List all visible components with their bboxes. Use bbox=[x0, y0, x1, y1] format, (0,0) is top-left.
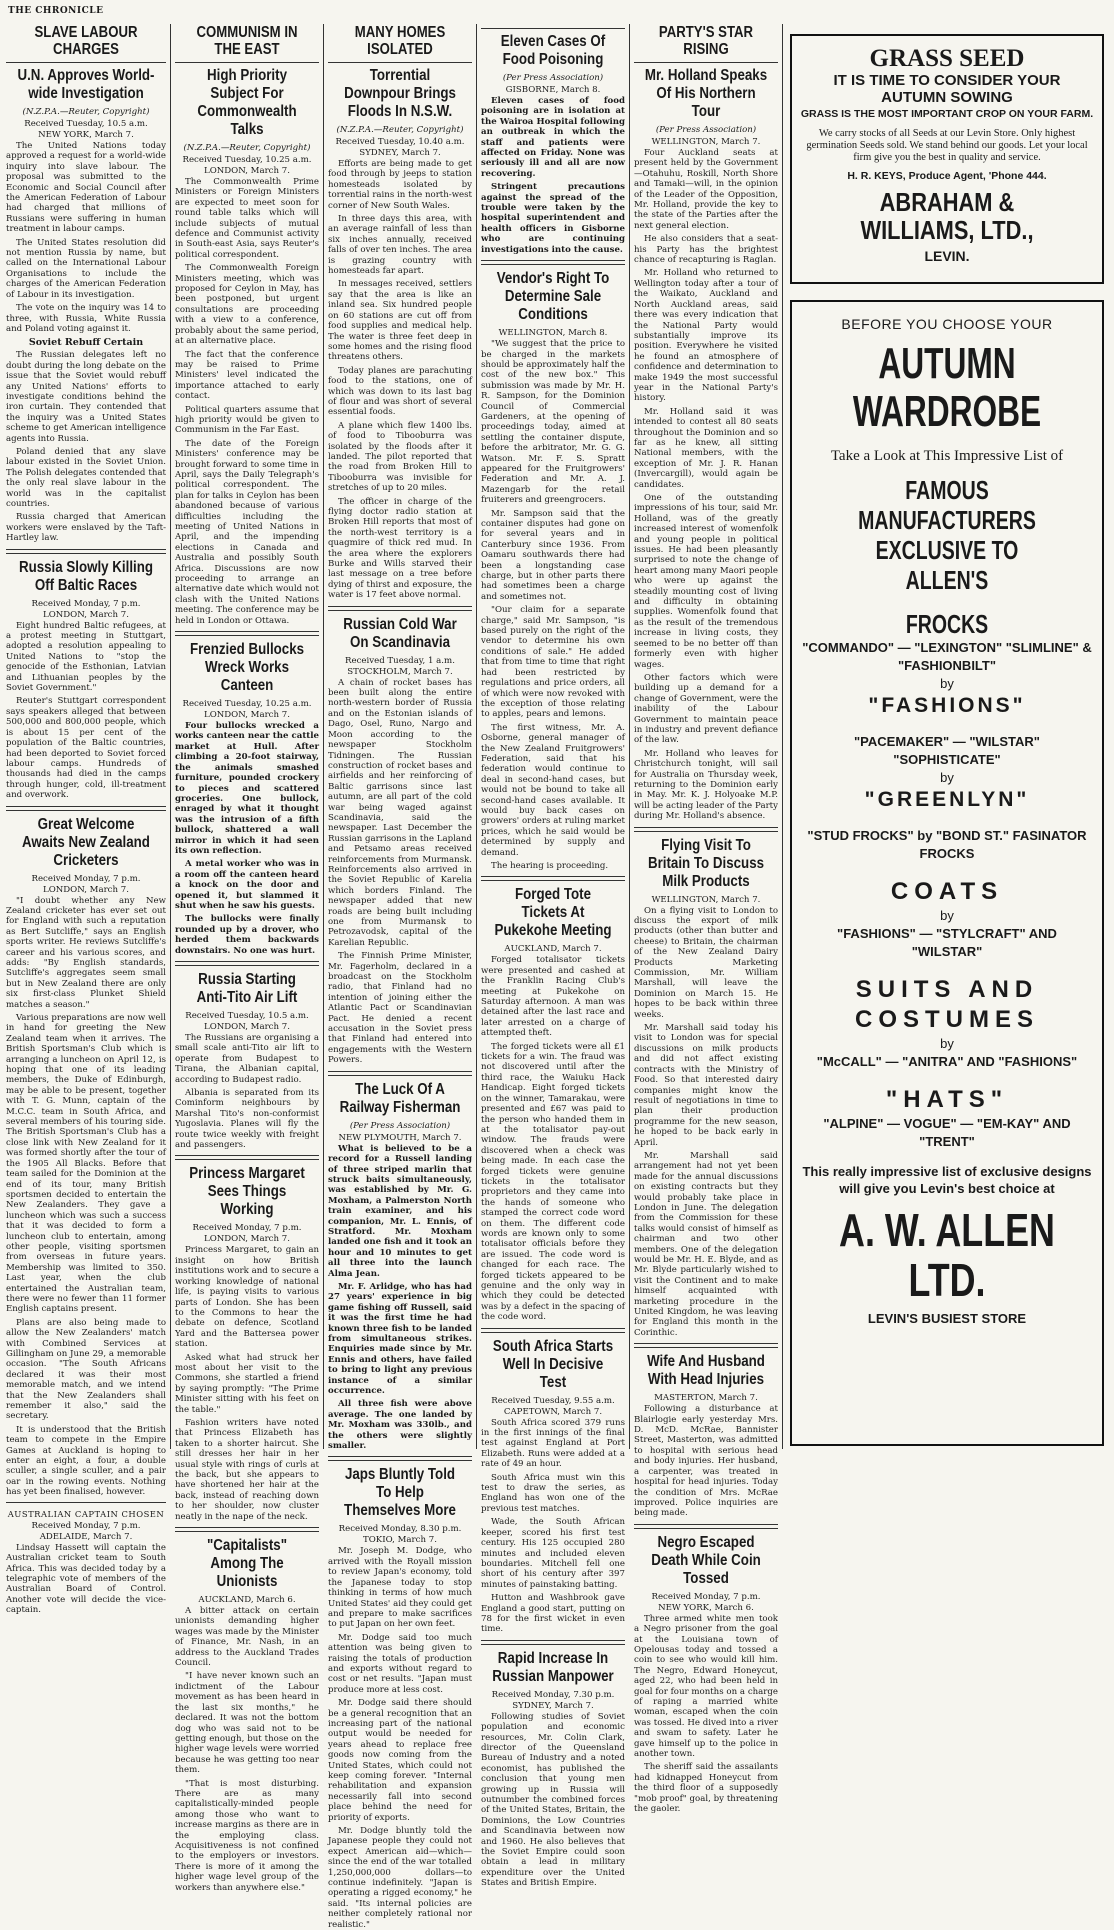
paragraph: The Finnish Prime Minister, Mr. Fagerholm, declared in a broadcast on the Stockholm radio, that Finland had no intention of joining either the Atlantic Pact or Scandinavian Pact. He denied a recent accusation in the Soviet press that Finland had entered into engagements with the Western Powers. bbox=[328, 951, 472, 1066]
paragraph: "Our claim for a separate charge," said Mr. Sampson, "is based purely on the right of the vendor to determine his own conditions of sale." He added that from time to time that right had been restricted by regulations and price orders, all of which were now revoked with the exception of those relating to apples, pears and lemons. bbox=[481, 605, 625, 720]
brand-list: "STUD FROCKS" by "BOND ST." FASINATOR FROCKS bbox=[807, 828, 1087, 861]
paragraph: Poland denied that any slave labour existed in the Soviet Union. The Polish delegates contended that the only real slave labour in the world was in the capitalist countries. bbox=[6, 446, 166, 509]
headline: Russia Slowly Killing Off Baltic Races bbox=[18, 558, 154, 594]
dateline: LONDON, March 7. bbox=[204, 166, 290, 176]
received-line: Received Tuesday, 9.55 a.m. bbox=[491, 1395, 615, 1406]
paragraph: The United States resolution did not mention Russia by name, but called on the International Labour Organisations to include the charges of the American Federation of Labour in its investigation. bbox=[6, 237, 166, 300]
headline: "Capitalists" Among The Unionists bbox=[206, 1537, 288, 1591]
dateline: LONDON, March 7. bbox=[204, 1022, 290, 1032]
paragraph: Mr. Dodge said there should be a general recognition that an increasing part of the national output would be needed for years ahead to replace free goods now coming from the United States, which could not keep coming forever. "Internal rehabilitation and expansion necessarily fall into second place behind the need for priority of exports. bbox=[328, 1698, 472, 1823]
column-rule bbox=[323, 24, 324, 1449]
ad-heading: MANUFACTURERS bbox=[858, 505, 1036, 535]
paragraph: Political quarters assume that high priority would be given to Communism in the Far East. bbox=[175, 404, 319, 436]
ad-body: We carry stocks of all Seeds at our Levin Store. Only highest germination Seeds sold. We stand behind our goods. Let your local firm give you the best in quality and service. bbox=[806, 128, 1088, 163]
paragraph: Following a disturbance at Blairlogie early yesterday Mrs. D. McD. McRae, Bannister Street, Masterton, was admitted to hospital with serious head and body injuries. Her husband, a carpenter, was treated in hospital for head injuries. Today the condition of Mrs. McRae improved. Police inquiries are being made. bbox=[634, 1404, 778, 1519]
ad-heading: "HATS" bbox=[885, 1086, 1009, 1113]
paragraph: The forged tickets were all £1 tickets for a win. The fraud was not discovered until after the third race, the Waiuku Hack Handicap. Eight forged tickets on the winner, Tamarakau, were presented and £67 was paid to the person who handed them in at the totalisator pay-out window. The frauds were discovered when a check was being made. In each case the forged tickets were genuine tickets in the totalisator proprietors and they came into the hands of someone who stamped the correct code word on them. The different code words are known only to some totalisator officials before they are issued. The code word is changed for each race. The forged tickets appeared to be genuine and the only way in which they could be detected was by a defect in the spacing of the code word. bbox=[481, 1041, 625, 1323]
ad-footer: This really impressive list of exclusive designs will give you Levin's best choice at bbox=[802, 1164, 1092, 1196]
dateline: ADELAIDE, March 7. bbox=[39, 1531, 133, 1542]
paragraph: Eleven cases of food poisoning are in isolation at the Wairoa Hospital following an outbreak in which the staff and patients were affected on Friday. None was seriously ill and all are now recovering. bbox=[481, 96, 625, 179]
paragraph: Mr. Dodge said too much attention was being given to raising the totals of production and exports without regard to cost or net results. "Japan must produce more at less cost. bbox=[328, 1632, 472, 1695]
dateline: WELLINGTON, March 7. bbox=[651, 894, 761, 905]
paragraph: Mr. Holland said it was intended to contest all 80 seats throughout the Dominion and so far as he knew, all sitting National members, with the exception of Mr. J. R. Hanan (Invercargill), would again be candidates. bbox=[634, 406, 778, 490]
column-rule bbox=[782, 24, 783, 1449]
dateline: SYDNEY, March 7. bbox=[512, 1700, 594, 1711]
dateline: LONDON, March 7. bbox=[204, 710, 290, 721]
credit: (N.Z.P.A.—Reuter, Copyright) bbox=[336, 125, 464, 135]
headline: U.N. Approves World-wide Investigation bbox=[17, 67, 155, 102]
paragraph: On a flying visit to London to discuss the export of milk products (other than butter and cheese) to Britain, the chairman of the New Zealand Dairy Products Marketing Commission, Mr. William Marshall, will leave the Dominion on March 15. He hopes to be back within three weeks. bbox=[634, 905, 778, 1020]
paragraph: Plans are also being made to allow the New Zealanders' match with Combined Services at Gillingham on June 29, a memorable occasion. "The South Africans declared it was their most memorable match, and we intend that the New Zealanders shall remember it also," said the secretary. bbox=[6, 1317, 166, 1422]
paragraph: Asked what had struck her most about her visit to the Commons, she startled a friend by saying promptly: "The Prime Minister sitting with his feet on the table." bbox=[175, 1352, 319, 1415]
by-label: by bbox=[940, 908, 954, 923]
headline: Wife And Husband With Head Injuries bbox=[647, 1353, 765, 1389]
column-rule bbox=[629, 24, 630, 1449]
ad-town: LEVIN. bbox=[924, 248, 970, 264]
paragraph: Efforts are being made to get food through by jeeps to station homesteads isolated by torrential rains in the north-west corner of New South Wales. bbox=[328, 159, 472, 211]
maker-name: "FASHIONS" bbox=[868, 694, 1026, 717]
received-line: Received Tuesday, 10.40 a.m. bbox=[335, 137, 465, 147]
ad-headline: AUTUMN bbox=[878, 339, 1016, 388]
dateline: NEW YORK, March 7. bbox=[38, 130, 134, 140]
received-line: Received Monday, 7.30 p.m. bbox=[491, 1689, 615, 1700]
paragraph: Princess Margaret, to gain an insight on how British institutions work and to secure a working knowledge of national life, is paying visits to various parts of London. She has been to the Commons to hear the debate on defence, Scotland Yard and the Battersea power station. bbox=[175, 1245, 319, 1350]
received-line: Received Monday, 7 p.m. bbox=[651, 1591, 761, 1602]
allen-wardrobe-advertisement bbox=[790, 300, 1104, 1446]
kicker: COMMUNISM IN THE EAST bbox=[196, 24, 298, 58]
received-line: Received Monday, 7 p.m. bbox=[31, 598, 141, 609]
maker-name: "GREENLYN" bbox=[864, 788, 1030, 811]
headline: The Luck Of A Railway Fisherman bbox=[339, 1080, 461, 1116]
paragraph: The officer in charge of the flying doctor radio station at Broken Hill reports that most of the north-west territory is a quagmire of thick red mud. In the area where the explorers Burke and Wills starved their last message on a tree before dying of thirst and exposure, the water is 17 feet above normal. bbox=[328, 496, 472, 601]
dateline: SYDNEY, March 7. bbox=[359, 148, 441, 158]
paragraph: One of the outstanding impressions of his tour, said Mr. Holland, was of the greatly increased interest of womenfolk and young people in political issues. He had been pleasantly surprised to note the change of heart among many Maori people who were up against the steadily mounting cost of living and difficulty in obtaining supplies. Womenfolk found that as the result of the tremendous increase in living costs, they seemed to be no better off than formerly even with higher wages. bbox=[634, 493, 778, 670]
ad-heading: EXCLUSIVE TO ALLEN'S bbox=[875, 535, 1019, 595]
by-label: by bbox=[940, 770, 954, 785]
column-4 bbox=[481, 24, 625, 1889]
received-line: Received Tuesday, 10.25 a.m. bbox=[182, 155, 312, 165]
paragraph: Albania is separated from its Cominform neighbours by Marshal Tito's non-conformist Yugoslavia. Planes will fly the route twice weekly with freight and passengers. bbox=[175, 1088, 319, 1151]
dateline: GISBORNE, March 8. bbox=[505, 85, 601, 95]
headline: Vendor's Right To Determine Sale Conditions bbox=[496, 270, 610, 324]
received-line: Received Tuesday, 10.25 a.m. bbox=[182, 699, 312, 710]
headline: Mr. Holland Speaks Of His Northern Tour bbox=[644, 67, 768, 120]
paragraph: Fashion writers have noted that Princess Elizabeth has taken to a shorter haircut. She still dresses her hair in her usual style with rings of curls at the back, but she appears to have shortened her hair at the back, instead of reaching down to her shoulder, now cluster neatly in the nape of the neck. bbox=[175, 1417, 319, 1522]
headline: Rapid Increase In Russian Manpower bbox=[492, 1649, 614, 1685]
dateline: WELLINGTON, March 7. bbox=[651, 137, 761, 147]
paragraph: Mr. Joseph M. Dodge, who arrived with the Royall mission to review Japan's economy, told the Japanese today to stop thinking in terms of how much United States' aid they could get and prepare to make sacrifices to put Japan on her own feet. bbox=[328, 1546, 472, 1630]
paragraph: The United Nations today approved a request for a world-wide inquiry into slave labour. The proposal was submitted to the Economic and Social Council after the American Federation of Labour had charged that millions of Russians were suffering in human treatment in labour camps. bbox=[6, 141, 166, 235]
received-line: Received Tuesday, 1 a.m. bbox=[345, 655, 455, 666]
dateline: AUCKLAND, March 7. bbox=[504, 944, 602, 955]
paragraph: Mr. Marshall said today his visit to London was for special discussions on milk products and did not affect existing contracts with the Ministry of Food. So that interested dairy companies might know the result of negotiations in time to plan their production programme for the new season, he hoped to be back early in April. bbox=[634, 1023, 778, 1148]
paragraph: "I have never known such an indictment of the Labour movement as has been heard in the last six months," he declared. It was not the bottom dog who was said not to be getting enough, but those on the higher wage levels were worried because he was getting too near them. bbox=[175, 1671, 319, 1776]
paragraph: The date of the Foreign Ministers' conference may be brought forward to some time in April, says the Daily Telegraph's political correspondent. The plan for talks in Ceylon has been abandoned because of various difficulties including the meeting of United Nations in April, and the impending elections in Canada and Australia and possibly South Africa. Discussions are now proceeding to arrange an alternative date which would not clash with the United Nations meeting. The conference may be held in London or Ottawa. bbox=[175, 438, 319, 626]
headline: AUSTRALIAN CAPTAIN CHOSEN bbox=[7, 1508, 165, 1519]
dateline: LONDON, March 7. bbox=[204, 1234, 290, 1245]
kicker: SLAVE LABOUR CHARGES bbox=[34, 24, 138, 58]
ad-title: GRASS SEED bbox=[869, 45, 1025, 72]
paragraph: South Africa must win this test to draw the series, as England has won one of the previous test matches. bbox=[481, 1472, 625, 1514]
paragraph: Other factors which were building up a demand for a change of Government, were the inability of the Labour Government to maintain peace in industry and prevent defiance of the law. bbox=[634, 672, 778, 746]
paragraph: A metal worker who was in a room off the canteen heard a knock on the door and opened it, but slammed it shut when he saw his guests. bbox=[175, 859, 319, 911]
headline: High Priority Subject For Commonwealth Talks bbox=[197, 67, 297, 138]
ad-heading: COATS bbox=[890, 878, 1004, 905]
dateline: AUCKLAND, March 6. bbox=[198, 1595, 296, 1606]
received-line: Received Tuesday, 10.5 a.m. bbox=[185, 1011, 309, 1021]
paragraph: Russia charged that American workers were enslaved by the Taft-Hartley law. bbox=[6, 512, 166, 544]
brand-list: "COMMANDO" — "LEXINGTON" "SLIMLINE" & "FASHIONBILT" bbox=[802, 640, 1092, 673]
column-3 bbox=[328, 24, 472, 1930]
paragraph: South Africa scored 379 runs in the first innings of the final test against England at Port Elizabeth. Runs were added at a rate of 49 an hour. bbox=[481, 1417, 625, 1470]
brand-list: "McCALL" — "ANITRA" AND "FASHIONS" bbox=[816, 1054, 1078, 1069]
paragraph: The Commonwealth Foreign Ministers meeting, which was proposed for Ceylon in May, has been postponed, but urgent consultations are proceeding with a view to a conference, probably about the same period, at an alternative place. bbox=[175, 263, 319, 347]
dateline: LONDON, March 7. bbox=[43, 609, 129, 620]
received-line: Received Monday, 7 p.m. bbox=[192, 1223, 302, 1234]
column-rule bbox=[476, 24, 477, 1449]
paragraph: He also considers that a seat-his Party has the brightest chance of recapturing is Raglan. bbox=[634, 234, 778, 266]
ad-line: GRASS IS THE MOST IMPORTANT CROP ON YOUR FARM. bbox=[800, 108, 1094, 120]
ad-heading: FAMOUS bbox=[905, 475, 989, 505]
ad-heading: SUITS AND COSTUMES bbox=[854, 976, 1039, 1033]
paragraph: Reuter's Stuttgart correspondent says speakers alleged that between 500,000 and 800,000 people, which is about 15 per cent of the population of the Baltic countries, had been deported to Soviet forced labour camps. Hundreds of thousands had died in the camps through hunger, cold, ill-treatment and overwork. bbox=[6, 696, 166, 801]
paragraph: "That is most disturbing. There are as many capitalistically-minded people among those who want to increase margins as there are in the employing class. Acquisitiveness is not confined to the employers or investors. There is more of it among the higher wage level group of the workers than anywhere else." bbox=[175, 1778, 319, 1893]
paragraph: Stringent precautions against the spread of the trouble were taken by the hospital superintendent and health officers in Gisborne who are continuing investigations into the cause. bbox=[481, 182, 625, 255]
dateline: MASTERTON, March 7. bbox=[654, 1393, 758, 1404]
ad-headline: WARDROBE bbox=[852, 387, 1042, 436]
paragraph: Forged totalisator tickets were presented and cashed at the Franklin Racing Club's meeting at Pukekohe on Saturday afternoon. A man was detained after the last race and later arrested on a charge of attempted theft. bbox=[481, 955, 625, 1039]
paragraph: Wade, the South African keeper, scored his first test century. His 125 occupied 280 minutes and included eleven boundaries. Mitchell fell one short of his century after 397 minutes of painstaking batting. bbox=[481, 1517, 625, 1590]
ad-agent: H. R. KEYS, Produce Agent, 'Phone 444. bbox=[847, 170, 1047, 182]
received-line: Received Monday, 7 p.m. bbox=[31, 873, 141, 884]
paragraph: Three armed white men took a Negro prisoner from the goal at the Louisiana town of Opelousas today and tossed a coin to see who would kill him. The Negro, Edward Honeycut, aged 22, who had been held in goal for four months on a charge of raping a married white woman, escaped when the coin was tossed. He dived into a river and swam to safety. Later he gave himself up to the police in another town. bbox=[634, 1613, 778, 1759]
dateline: STOCKHOLM, March 7. bbox=[347, 666, 453, 677]
received-line: Received Monday, 7 p.m. bbox=[31, 1520, 141, 1531]
paragraph: A bitter attack on certain unionists demanding higher wages was made by the Minister of Finance, Mr. Nash, in an address to the Auckland Trades Council. bbox=[175, 1606, 319, 1669]
paragraph: Following studies of Soviet population and economic resources, Mr. Colin Clark, director of the Queensland Bureau of Industry and a noted economist, has published the conclusion that young men growing up in Russia will outnumber the combined forces of the United States, Britain, the Dominions, the Low Countries and Scandinavia between now and 1960. He also believes that the Soviet Empire could soon obtain a lead in military expenditure over the United States and British Empire. bbox=[481, 1711, 625, 1889]
paragraph: In three days this area, with an average rainfall of less than six inches annually, received falls of over ten inches. The area is grazing country with homesteads far apart. bbox=[328, 214, 472, 277]
dateline: TOKIO, March 7. bbox=[363, 1535, 437, 1546]
by-label: by bbox=[940, 1036, 954, 1051]
paragraph: What is believed to be a record for a Russell landing of three striped marlin that struck baits simultaneously, was established by Mr. G. Moxham, a Palmerston North train examiner, and his companion, Mr. L. Ennis, of Stratford. Mr. Moxham landed one fish and it took an hour and 10 minutes to get all three into the launch Alma Jean. bbox=[328, 1143, 472, 1279]
paragraph: The vote on the inquiry was 14 to three, with Russia, White Russia and Poland voting against it. bbox=[6, 303, 166, 334]
headline: Russia Starting Anti-Tito Air Lift bbox=[196, 971, 298, 1006]
paragraph: The Russians are organising a small scale anti-Tito air lift to operate from Budapest to Tirana, the Albanian capital, according to Budapest radio. bbox=[175, 1033, 319, 1085]
column-rule bbox=[170, 24, 171, 1449]
paragraph: "I doubt whether any New Zealand cricketer has ever set out for England with such a reputation as Bert Sutcliffe," says an English sports writer. He reviews Sutcliffe's career and his various scores, and adds: "By English standards, Sutcliffe's aggregates seem small but in New Zealand there are only six first-class Plunket Shield matches a season." bbox=[6, 895, 166, 1010]
paragraph: Four Auckland seats at present held by the Government—Otahuhu, Roskill, North Shore and Tamaki—will, in the opinion of the Leader of the Opposition, Mr. Holland, provide the key to the state of the Parties after the next general election. bbox=[634, 148, 778, 231]
paragraph: Four bullocks wrecked a works canteen near the cattle market at Hull. After climbing a 20-foot stairway, the animals smashed furniture, pounded crockery to pieces and scattered groceries. One bullock, enraged by what it thought was the intrusion of a fifth bullock, shattered a wall mirror in which it had seen its own reflection. bbox=[175, 721, 319, 856]
credit: (Per Press Association) bbox=[655, 125, 757, 135]
ad-line: Take a Look at This Impressive List of bbox=[830, 448, 1064, 464]
credit: (N.Z.P.A.—Reuter, Copyright) bbox=[183, 143, 311, 153]
paragraph: The first witness, Mr. A. Osborne, general manager of the New Zealand Fruitgrowers' Federation, said that his federation would continue to deal in second-hand cases, but would not be bound to take all second-hand cases available. It would buy back cases on growers' orders at ruling market prices, which he said would be determined by supply and demand. bbox=[481, 722, 625, 858]
headline: Eleven Cases Of Food Poisoning bbox=[500, 33, 606, 68]
ad-line: BEFORE YOU CHOOSE YOUR bbox=[841, 316, 1053, 332]
kicker: MANY HOMES ISOLATED bbox=[354, 24, 446, 58]
received-line: Received Monday, 8.30 p.m. bbox=[338, 1524, 462, 1535]
ad-line: AUTUMN SOWING bbox=[881, 89, 1013, 106]
paragraph: Mr. Sampson said that the container disputes had gone on for several years and in Canterbury since 1936. From Oamaru southwards there had been a longstanding case charge, but in other parts there had sometimes been a charge and sometimes not. bbox=[481, 508, 625, 602]
credit: (N.Z.P.A.—Reuter, Copyright) bbox=[22, 107, 150, 117]
paragraph: "We suggest that the price to be charged in the markets should be approximately half the cost of the new box." This submission was made by Mr. H. R. Sampson, for the Dominion Council of Commercial Gardeners, at the opening of proceedings today, aimed at settling the container dispute, before the arbitrator, Mr. G. G. Watson. Mr. F. S. Spratt appeared for the Fruitgrowers' Federation and Mr. A. J. Mazengarb for the retail fruiterers and greengrocers. bbox=[481, 339, 625, 506]
ad-line: IT IS TIME TO CONSIDER YOUR bbox=[833, 72, 1061, 89]
paragraph: Mr. Dodge bluntly told the Japanese people they could not expect American aid—which—since the end of the war totalled 1,250,000,000 dollars—to continue indefinitely. "Japan is operating a rigged economy," he said. "Its internal policies are neither completely rational nor realistic." bbox=[328, 1826, 472, 1930]
dateline: WELLINGTON, March 8. bbox=[498, 328, 608, 339]
dateline: CAPETOWN, March 7. bbox=[503, 1406, 603, 1417]
masthead: THE CHRONICLE bbox=[8, 6, 104, 16]
headline: Great Welcome Awaits New Zealand Cricketers bbox=[22, 815, 150, 869]
paragraph: A chain of rocket bases has been built along the entire north-western border of Russia and on the Estonian islands of Dago, Osel, Runo, Nargo and Moon according to the newspaper Stockholm Tidningen. The Russian construction of rocket bases and airfields and her reinforcing of Baltic garrisons since last autumn, are all part of the cold war being waged against Scandinavia, said the newspaper. Last December the Russian garrisons in the Lapland and Petsamo areas received reinforcements from Murmansk. Reinforcements also arrived in the Soviet Republic of Karelia which borders Finland. The newspaper added that new roads are being built including one from Murmansk to Petrozavodsk, capital of the Karelian Republic. bbox=[328, 677, 472, 948]
brand-list: "PACEMAKER" — "WILSTAR" "SOPHISTICATE" bbox=[854, 734, 1040, 767]
headline: Russian Cold War On Scandinavia bbox=[343, 615, 457, 651]
paragraph: Mr. Holland who returned to Wellington today after a tour of the Waikato, Auckland and North Auckland areas, said there was every indication that the National Party would substantially improve its position. Everywhere he visited he found an atmosphere of confidence and determination to make 1949 the most successful year in the National Party's history. bbox=[634, 268, 778, 404]
dateline: NEW YORK, March 6. bbox=[658, 1602, 754, 1613]
store-name: A. W. ALLEN LTD. bbox=[839, 1204, 1055, 1306]
subheading: Soviet Rebuff Certain bbox=[28, 337, 144, 349]
credit: (Per Press Association) bbox=[349, 1120, 451, 1131]
headline: Negro Escaped Death While Coin Tossed bbox=[651, 1533, 761, 1587]
by-label: by bbox=[940, 676, 954, 691]
headline: Flying Visit To Britain To Discuss Milk Products bbox=[647, 836, 765, 890]
headline: Japs Bluntly Told To Help Themselves More bbox=[344, 1466, 456, 1520]
grass-seed-advertisement bbox=[790, 34, 1104, 284]
headline: Torrential Downpour Brings Floods In N.S.W. bbox=[344, 67, 456, 120]
headline: Frenzied Bullocks Wreck Works Canteen bbox=[189, 641, 305, 695]
ad-heading: FROCKS bbox=[905, 609, 989, 639]
dateline: LONDON, March 7. bbox=[43, 884, 129, 895]
column-1 bbox=[6, 24, 166, 1616]
paragraph: The fact that the conference may be raised to Prime Ministers' level indicated the importance attached to early contact. bbox=[175, 349, 319, 402]
column-5 bbox=[634, 24, 778, 1815]
paragraph: A plane which flew 1400 lbs. of food to Tibooburra was isolated by the floods after it landed. The pilot reported that the road from Broken Hill to Tibooburra was invisible for stretches of up to 20 miles. bbox=[328, 420, 472, 494]
paragraph: The Commonwealth Prime Ministers or Foreign Ministers are expected to meet soon for round table talks which will include subjects of mutual defence and Communist activity in South-east Asia, says Reuter's political correspondent. bbox=[175, 177, 319, 260]
paragraph: Various preparations are now well in hand for greeting the New Zealand team when it arrives. The British Sportsman's Club which is arranging a luncheon on April 12, is hoping that one of its leading members, the Duke of Edinburgh, may be able to be present, together with T. G. Munn, captain of the M.C.C. team in South Africa, and several members of his touring side. The British Sportsman's Club has a close link with New Zealand for it was formed shortly after the tour of the 1905 All Blacks. Before that team sailed for the Dominion at the end of its tour, many British sportsmen decided to entertain the New Zealanders. They gave a luncheon which was such a success that it was decided to form a luncheon club to entertain, among other people, visiting sportsmen from overseas in future years. Membership was limited to 350. Last year, when the club entertained the Australian team, there were no fewer than 11 former English captains present. bbox=[6, 1013, 166, 1315]
dateline: NEW PLYMOUTH, March 7. bbox=[338, 1132, 462, 1143]
headline: South Africa Starts Well In Decisive Test bbox=[492, 1337, 614, 1391]
headline: Forged Tote Tickets At Pukekohe Meeting bbox=[494, 886, 612, 940]
brand-list: "FASHIONS" — "STYLCRAFT" AND "WILSTAR" bbox=[837, 926, 1057, 959]
ad-firm-name: ABRAHAM & WILLIAMS, LTD., bbox=[860, 187, 1034, 245]
paragraph: Mr. Holland who leaves for Christchurch tonight, will sail for Australia on Thursday week, returning to the Dominion early in May. Mr. K. J. Holyoake M.P. will be acting leader of the Party during Mr. Holland's absence. bbox=[634, 748, 778, 822]
paragraph: Eight hundred Baltic refugees, at a protest meeting in Stuttgart, adopted a resolution appealing to United Nations to "stop the genocide of the Esthonian, Latvian and Lithuanian peoples by the Soviet Government." bbox=[6, 620, 166, 694]
brand-list: "ALPINE" — VOGUE" — "EM-KAY" AND "TRENT" bbox=[823, 1116, 1071, 1149]
credit: (Per Press Association) bbox=[502, 73, 604, 83]
store-tagline: LEVIN'S BUSIEST STORE bbox=[867, 1311, 1027, 1326]
paragraph: Hutton and Washbrook gave England a good start, putting on 78 for the first wicket in even time. bbox=[481, 1593, 625, 1635]
paragraph: The hearing is proceeding. bbox=[491, 861, 609, 871]
paragraph: Lindsay Hassett will captain the Australian cricket team to South Africa. This was decided today by a telegraphic vote of members of the Australian Board of Control. Another vote will decide the vice-captain. bbox=[6, 1542, 166, 1616]
paragraph: Mr. F. Arlidge, who has had 27 years' experience in big game fishing off Russell, said it was the first time he had known three fish to be landed from simultaneous strikes. Enquiries made since by Mr. Ennis and others, have failed to bring to light any previous instance of a similar occurrence. bbox=[328, 1281, 472, 1397]
column-2 bbox=[175, 24, 319, 1893]
paragraph: Mr. Marshall said arrangement had not yet been made for the annual discussions on existing contracts but they would probably take place in London in June. The delegation from the Commission for these talks would consist of himself as chairman and two other members. One of the delegation would be Mr. H. E. Blyde, and as Mr. Blyde particularly wished to visit the Continent and to make himself acquainted with marketing procedure in the United Kingdom, he was leaving for England this month in the Corinthic. bbox=[634, 1150, 778, 1338]
paragraph: All three fish were above average. The one landed by Mr. Moxham was 330lb., and the others were slightly smaller. bbox=[328, 1399, 472, 1452]
paragraph: Today planes are parachuting food to the stations, one of which was down to its last bag of flour and was short of several essential foods. bbox=[328, 365, 472, 418]
paragraph: The sheriff said the assailants had kidnapped Honeycut from the third floor of a supposedly "mob proof" goal, by threatening the gaoler. bbox=[634, 1762, 778, 1815]
paragraph: The bullocks were finally rounded up by a drover, who herded them backwards downstairs. No one was hurt. bbox=[175, 914, 319, 956]
paragraph: The Russian delegates left no doubt during the long debate on the issue that the Soviet would rebuff any United Nations' efforts to investigate conditions behind the iron curtain. They contended that the inquiry was a United States scheme to get American intelligence agents into Russia. bbox=[6, 350, 166, 444]
received-line: Received Tuesday, 10.5 a.m. bbox=[24, 119, 148, 129]
kicker: PARTY'S STAR RISING bbox=[658, 24, 754, 58]
paragraph: In messages received, settlers say that the area is like an inland sea. Six hundred people on 60 stations are cut off from food supplies and medical help. The water is three feet deep in some homes and the rising flood threatens others. bbox=[328, 279, 472, 363]
paragraph: It is understood that the British team to compete in the Empire Games at Auckland is hoping to enter an eight, a four, a double sculler, a single sculler, and a pair oar in the rowing events. Nothing has yet been finalised, however. bbox=[6, 1424, 166, 1498]
headline: Princess Margaret Sees Things Working bbox=[189, 1165, 305, 1219]
